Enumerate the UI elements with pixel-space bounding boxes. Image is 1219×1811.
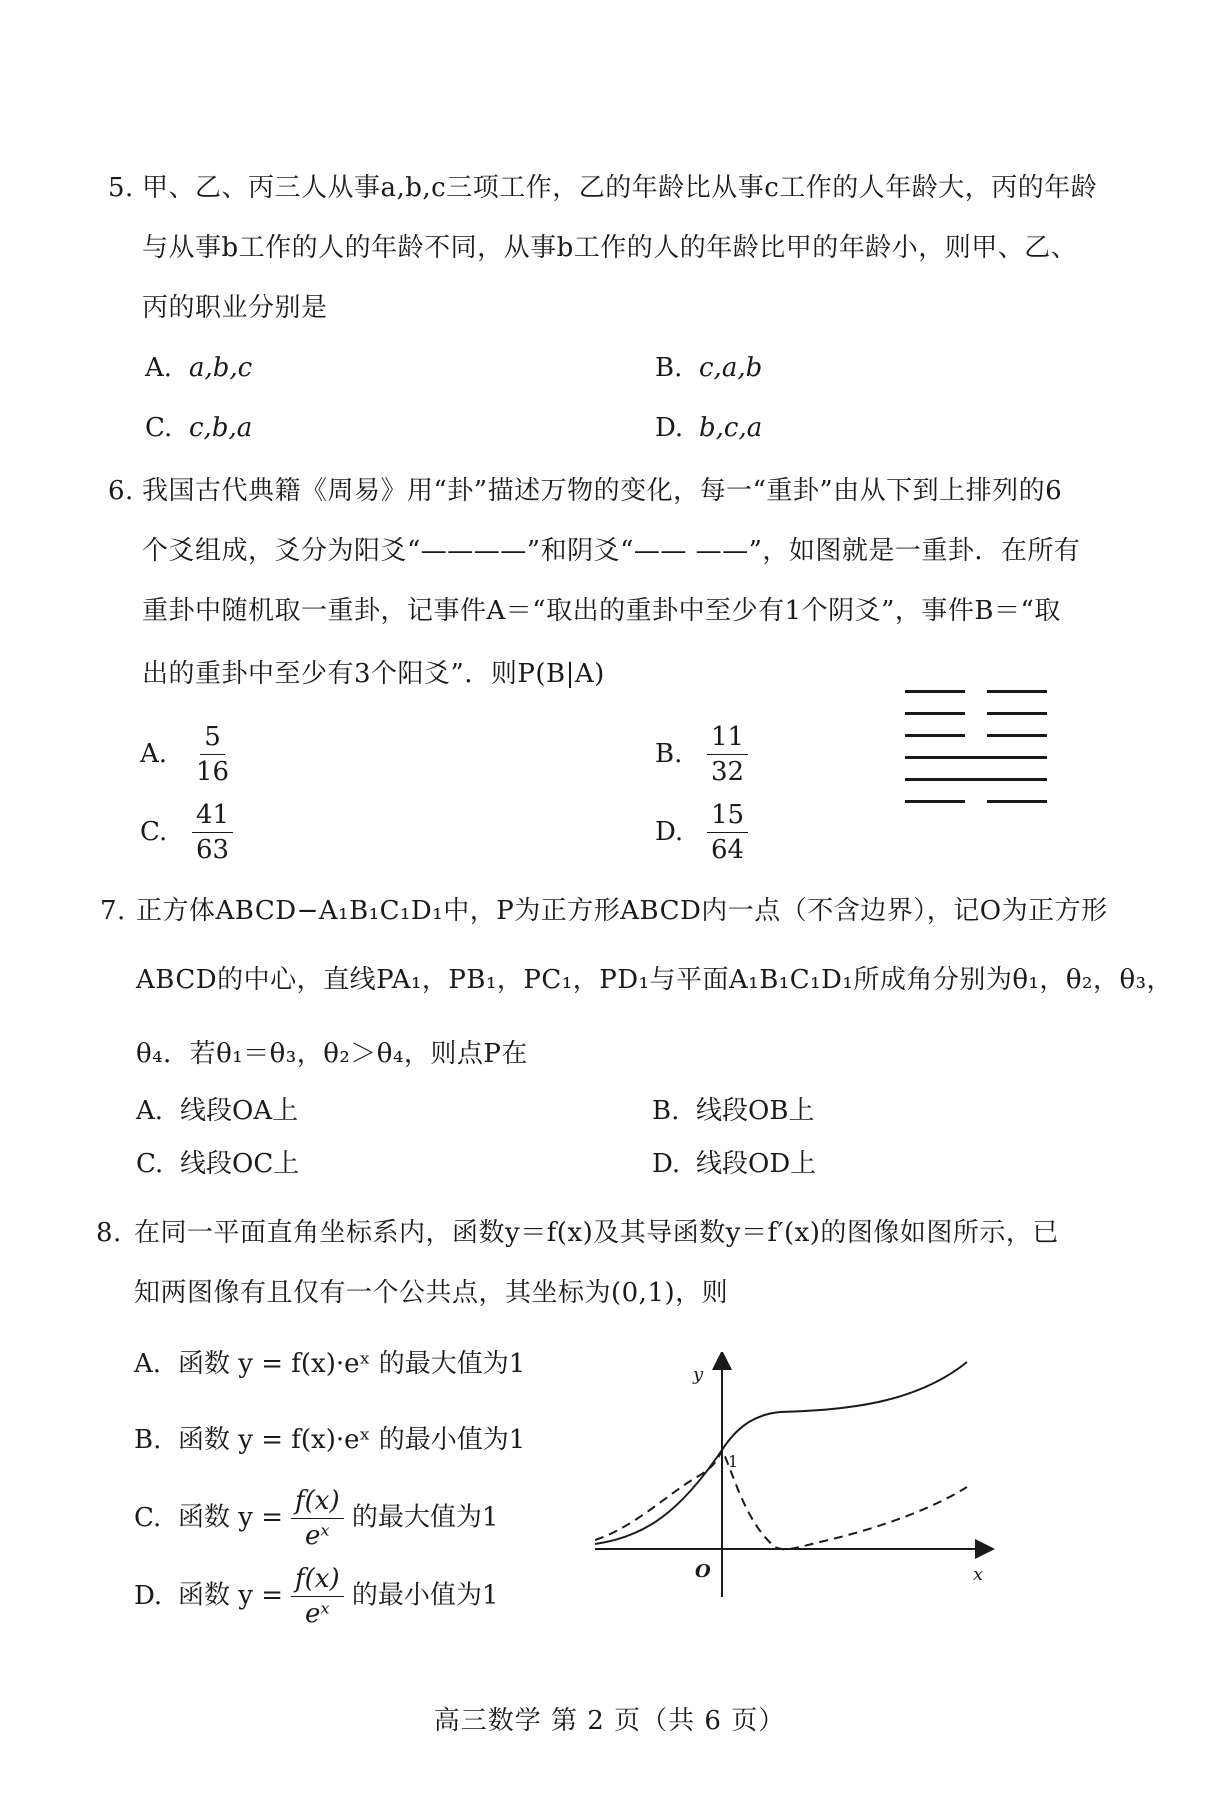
- question-6-option-c[interactable]: [140, 800, 233, 865]
- denominator: 32: [711, 757, 745, 787]
- denominator: 63: [196, 835, 230, 865]
- question-8-line-2: 知两图像有且仅有一个公共点，其坐标为(0,1)，则: [134, 1278, 729, 1308]
- question-6-number: 6.: [108, 476, 134, 506]
- option-formula: 函数 y =: [178, 1580, 284, 1611]
- yin-line-segment: [905, 690, 965, 693]
- numerator: f(x): [291, 1486, 344, 1519]
- question-8-option-a[interactable]: [134, 1346, 525, 1382]
- denominator: 16: [196, 757, 230, 787]
- intersection-label: 1: [728, 1452, 739, 1471]
- x-axis-label: x: [973, 1564, 984, 1585]
- numerator: 15: [707, 800, 748, 833]
- option-label: C.: [136, 1149, 164, 1179]
- denominator: eˣ: [304, 1599, 330, 1629]
- question-6-option-a[interactable]: [140, 722, 233, 787]
- denominator: eˣ: [304, 1521, 330, 1551]
- question-5-option-b[interactable]: [655, 350, 762, 386]
- option-text: a,b,c: [189, 353, 253, 383]
- yin-line-segment: [987, 690, 1047, 693]
- question-7-option-c[interactable]: [136, 1146, 299, 1182]
- question-6-option-b[interactable]: [655, 722, 748, 787]
- numerator: 5: [200, 722, 225, 755]
- yin-line-segment: [987, 800, 1047, 803]
- question-7-option-a[interactable]: [136, 1093, 298, 1129]
- yin-line-segment: [987, 734, 1047, 737]
- option-label: D.: [652, 1149, 681, 1179]
- question-5-line-1: 甲、乙、丙三人从事a,b,c三项工作，乙的年龄比从事c工作的人年龄大，丙的年龄: [142, 173, 1098, 203]
- curve-f: [595, 1362, 967, 1544]
- option-formula: 函数 y =: [178, 1502, 284, 1533]
- question-6-line-3: 重卦中随机取一重卦，记事件A＝“取出的重卦中至少有1个阴爻”，事件B＝“取: [142, 596, 1061, 626]
- numerator: 41: [192, 800, 233, 833]
- option-label: D.: [134, 1580, 163, 1611]
- option-text: 线段OA上: [180, 1096, 299, 1126]
- question-7-option-b[interactable]: [652, 1093, 814, 1129]
- question-8-number: 8.: [96, 1218, 122, 1248]
- option-text: 的最小值为1: [351, 1580, 499, 1611]
- denominator: 64: [711, 835, 745, 865]
- question-6-line-1: 我国古代典籍《周易》用“卦”描述万物的变化，每一“重卦”由从下到上排列的6: [142, 476, 1063, 506]
- function-graph: [595, 1352, 1000, 1614]
- option-text: c,b,a: [189, 413, 253, 443]
- option-label: C.: [134, 1502, 162, 1533]
- fraction: [192, 800, 233, 865]
- fraction: [291, 1486, 344, 1551]
- hexagram-figure: [905, 690, 1047, 814]
- yin-line-segment: [905, 712, 965, 715]
- fraction: [192, 722, 233, 787]
- question-7-number: 7.: [100, 896, 126, 926]
- fraction: [707, 722, 748, 787]
- question-6-line-4: 出的重卦中至少有3个阳爻”．则P(B|A): [142, 659, 605, 689]
- option-label: D.: [655, 413, 684, 443]
- question-7-option-d[interactable]: [652, 1146, 816, 1182]
- option-label: C.: [145, 413, 173, 443]
- question-7-line-1: 正方体ABCD−A₁B₁C₁D₁中，P为正方形ABCD内一点（不含边界），记O为正方形: [136, 896, 1108, 926]
- option-text: b,c,a: [699, 413, 763, 443]
- option-text: c,a,b: [699, 353, 763, 383]
- fraction: [291, 1564, 344, 1629]
- question-8-line-1: 在同一平面直角坐标系内，函数y＝f(x)及其导函数y＝f′(x)的图像如图所示，已: [134, 1218, 1059, 1248]
- option-text: 线段OB上: [696, 1096, 815, 1126]
- fraction: [707, 800, 748, 865]
- question-7-line-3: θ₄．若θ₁＝θ₃，θ₂＞θ₄，则点P在: [136, 1039, 528, 1069]
- option-label: C.: [140, 816, 168, 847]
- option-text: 线段OD上: [696, 1149, 817, 1179]
- question-6-line-2: 个爻组成，爻分为阳爻“————”和阴爻“—— ——”，如图就是一重卦．在所有: [142, 536, 1081, 566]
- question-5-option-d[interactable]: [655, 410, 762, 446]
- question-7-line-2: ABCD的中心，直线PA₁，PB₁，PC₁，PD₁与平面A₁B₁C₁D₁所成角分别为θ₁，θ₂，θ₃，: [136, 965, 1174, 995]
- origin-label: O: [695, 1561, 711, 1582]
- option-label: B.: [655, 353, 683, 383]
- yin-line-segment: [987, 712, 1047, 715]
- yin-line-segment: [905, 800, 965, 803]
- question-5-option-c[interactable]: [145, 410, 252, 446]
- question-8-option-d[interactable]: [134, 1564, 498, 1629]
- yang-line: [905, 778, 1047, 781]
- option-label: B.: [655, 738, 683, 769]
- option-text: 线段OC上: [180, 1149, 300, 1179]
- question-5-line-3: 丙的职业分别是: [142, 293, 328, 323]
- numerator: f(x): [291, 1564, 344, 1597]
- option-text: 的最大值为1: [351, 1502, 499, 1533]
- question-6-option-d[interactable]: [655, 800, 748, 865]
- page-footer: 高三数学 第 2 页（共 6 页）: [433, 1706, 786, 1736]
- option-label: B.: [652, 1096, 680, 1126]
- option-text: 的最大值为1: [378, 1349, 526, 1379]
- numerator: 11: [707, 722, 748, 755]
- option-label: A.: [145, 353, 173, 383]
- option-formula: 函数 y = f(x)·eˣ: [178, 1349, 371, 1379]
- question-5-option-a[interactable]: [145, 350, 252, 386]
- option-label: A.: [136, 1096, 164, 1126]
- question-5-number: 5.: [108, 173, 134, 203]
- option-formula: 函数 y = f(x)·eˣ: [178, 1425, 371, 1455]
- option-label: A.: [140, 738, 168, 769]
- y-axis-label: y: [693, 1364, 704, 1385]
- yang-line: [905, 756, 1047, 759]
- option-text: 的最小值为1: [378, 1425, 526, 1455]
- question-8-option-b[interactable]: [134, 1422, 525, 1458]
- option-label: A.: [134, 1349, 162, 1379]
- question-5-line-2: 与从事b工作的人的年龄不同，从事b工作的人的年龄比甲的年龄小，则甲、乙、: [142, 233, 1078, 263]
- curve-f-prime: [595, 1450, 967, 1549]
- question-8-option-c[interactable]: [134, 1486, 498, 1551]
- option-label: B.: [134, 1425, 162, 1455]
- yin-line-segment: [905, 734, 965, 737]
- option-label: D.: [655, 816, 684, 847]
